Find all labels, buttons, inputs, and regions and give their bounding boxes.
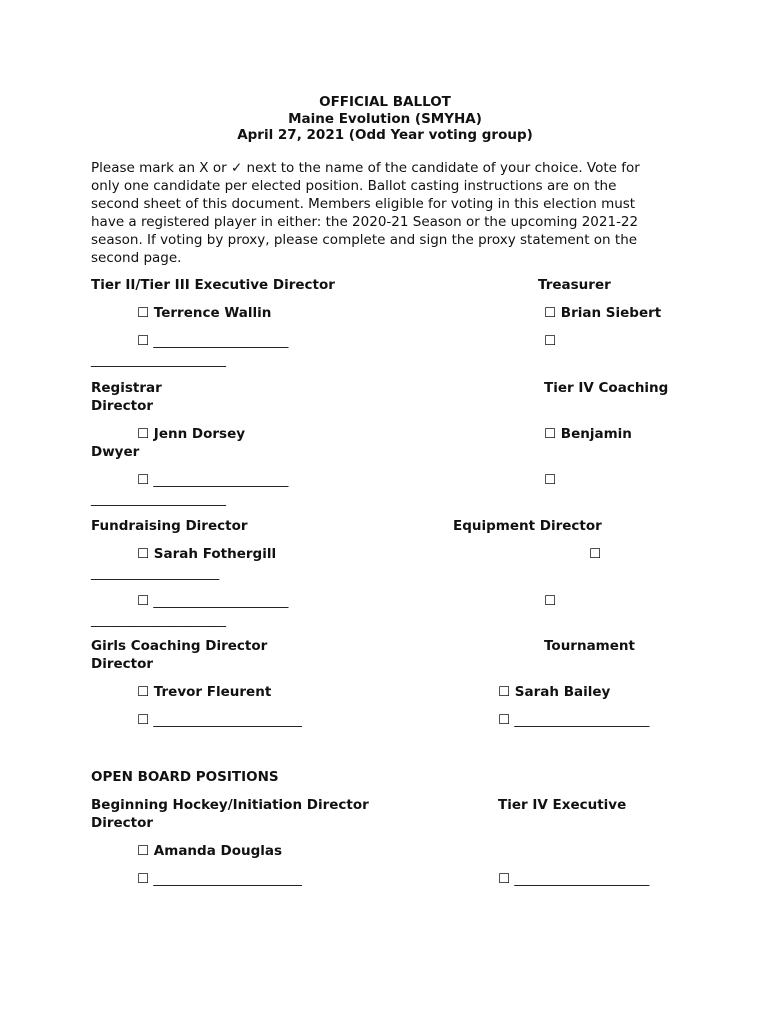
write-in-field[interactable]: ☐ ____________________ (137, 593, 289, 609)
organization-name: Maine Evolution (SMYHA) (288, 111, 482, 127)
instructions-line: season. If voting by proxy, please complete and sign the proxy statement on the (91, 232, 638, 248)
ballot-date: April 27, 2021 (Odd Year voting group) (237, 127, 533, 143)
write-in-field[interactable]: ☐ ______________________ (137, 871, 302, 887)
candidate-bailey-checkbox[interactable]: ☐ Sarah Bailey (498, 684, 611, 700)
write-in-line: ____________________ (91, 612, 226, 628)
position-director-suffix: Director (91, 815, 154, 831)
position-director-suffix: Director (91, 398, 154, 414)
write-in-checkbox[interactable]: ☐ (544, 593, 557, 609)
position-girls-coaching: Girls Coaching Director (91, 638, 268, 654)
instructions-line: have a registered player in either: the 2020-21 Season or the upcoming 2021-22 (91, 214, 639, 230)
open-positions-heading: OPEN BOARD POSITIONS (91, 769, 279, 785)
write-in-field[interactable]: ☐ ____________________ (498, 712, 650, 728)
position-tier-exec: Tier II/Tier III Executive Director (91, 277, 335, 293)
write-in-field[interactable]: ☐ ____________________ (137, 472, 289, 488)
position-tournament: Tournament (544, 638, 635, 654)
instructions-line: second sheet of this document. Members eligible for voting in this election must (91, 196, 636, 212)
instructions-paragraph (91, 159, 671, 267)
instructions-line: second page. (91, 250, 182, 266)
position-beginning-hockey: Beginning Hockey/Initiation Director (91, 797, 369, 813)
position-registrar: Registrar (91, 380, 162, 396)
write-in-field[interactable]: ☐ ______________________ (137, 712, 302, 728)
position-treasurer: Treasurer (538, 277, 611, 293)
write-in-checkbox[interactable]: ☐ (544, 472, 557, 488)
candidate-fothergill-checkbox[interactable]: ☐ Sarah Fothergill (137, 546, 277, 562)
position-director-suffix: Director (91, 656, 154, 672)
write-in-line: ____________________ (91, 491, 226, 507)
candidate-benjamin-checkbox[interactable]: ☐ Benjamin (544, 426, 632, 442)
write-in-checkbox[interactable]: ☐ (544, 333, 557, 349)
write-in-field[interactable]: ☐ ____________________ (137, 333, 289, 349)
instructions-line: only one candidate per elected position. Ballot casting instructions are on the (91, 178, 617, 194)
write-in-field[interactable]: ☐ ____________________ (498, 871, 650, 887)
position-fundraising: Fundraising Director (91, 518, 248, 534)
candidate-name-continuation: Dwyer (91, 444, 140, 460)
position-tier4-coaching: Tier IV Coaching (544, 380, 669, 396)
candidate-dorsey-checkbox[interactable]: ☐ Jenn Dorsey (137, 426, 246, 442)
position-equipment: Equipment Director (453, 518, 602, 534)
candidate-fleurent-checkbox[interactable]: ☐ Trevor Fleurent (137, 684, 272, 700)
ballot-title: OFFICIAL BALLOT (319, 94, 451, 110)
write-in-line: ___________________ (91, 565, 220, 581)
position-tier4-exec: Tier IV Executive (498, 797, 627, 813)
candidate-wallin-checkbox[interactable]: ☐ Terrence Wallin (137, 305, 272, 321)
instructions-line: Please mark an X or ✓ next to the name of the candidate of your choice. Vote for (91, 160, 640, 176)
candidate-siebert-checkbox[interactable]: ☐ Brian Siebert (544, 305, 662, 321)
write-in-checkbox[interactable]: ☐ (589, 546, 602, 562)
write-in-line: ____________________ (91, 352, 226, 368)
candidate-douglas-checkbox[interactable]: ☐ Amanda Douglas (137, 843, 283, 859)
